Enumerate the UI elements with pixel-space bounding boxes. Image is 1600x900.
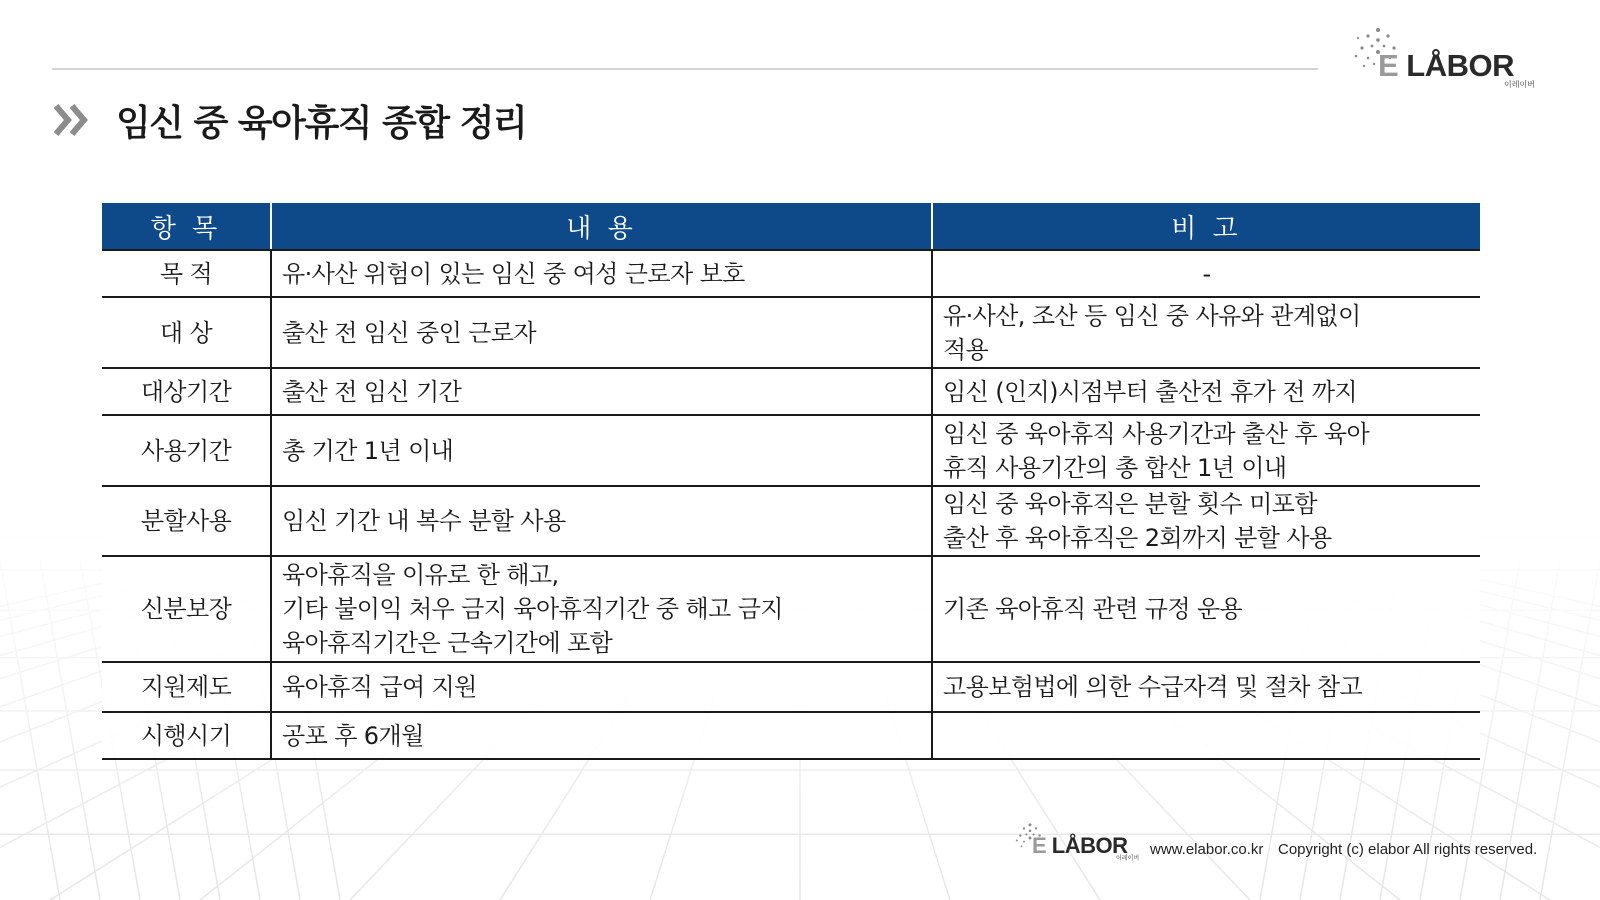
footer-copyright: Copyright (c) elabor All rights reserved. bbox=[1278, 841, 1538, 858]
row-item-cell: 분할사용 bbox=[102, 486, 271, 556]
brand-logo bbox=[1348, 22, 1548, 92]
table-row bbox=[102, 250, 1480, 297]
row-content-cell: 공포 후 6개월 bbox=[271, 712, 932, 759]
header-item: 항 목 bbox=[102, 203, 271, 250]
row-content-cell: 육아휴직 급여 지원 bbox=[271, 662, 932, 712]
row-content-cell: 출산 전 임신 중인 근로자 bbox=[271, 297, 932, 368]
double-chevron-icon bbox=[52, 102, 92, 138]
row-content-cell: 유·사산 위험이 있는 임신 중 여성 근로자 보호 bbox=[271, 250, 932, 297]
page-title: 임신 중 육아휴직 종합 정리 bbox=[116, 102, 527, 144]
row-note-cell: 기존 육아휴직 관련 규정 운용 bbox=[932, 556, 1480, 662]
table-row bbox=[102, 297, 1480, 368]
row-item-cell: 시행시기 bbox=[102, 712, 271, 759]
row-content-cell: 임신 기간 내 복수 분할 사용 bbox=[271, 486, 932, 556]
row-note-cell: 임신 중 육아휴직 사용기간과 출산 후 육아 휴직 사용기간의 총 합산 1년 이내 bbox=[932, 415, 1480, 486]
row-note-cell: 유·사산, 조산 등 임신 중 사유와 관계없이 적용 bbox=[932, 297, 1480, 368]
table-row bbox=[102, 486, 1480, 556]
footer-brand-wordmark: E LÅBOR bbox=[1032, 833, 1128, 858]
row-item-cell: 사용기간 bbox=[102, 415, 271, 486]
table-row bbox=[102, 556, 1480, 662]
header-note: 비 고 bbox=[932, 203, 1480, 250]
row-item-cell: 대상기간 bbox=[102, 368, 271, 415]
summary-table bbox=[102, 203, 1480, 760]
row-item-cell: 목 적 bbox=[102, 250, 271, 297]
footer bbox=[1012, 820, 1572, 864]
table-row bbox=[102, 662, 1480, 712]
footer-url[interactable]: www.elabor.co.kr bbox=[1150, 841, 1264, 858]
row-content-cell: 육아휴직을 이유로 한 해고, 기타 불이익 처우 금지 육아휴직기간 중 해고 금지 육아휴직기간은 근속기간에 포함 bbox=[271, 556, 932, 662]
row-note-cell: 임신 중 육아휴직은 분할 횟수 미포함 출산 후 육아휴직은 2회까지 분할 사용 bbox=[932, 486, 1480, 556]
row-item-cell: 대 상 bbox=[102, 297, 271, 368]
brand-subtitle: 이레이버 bbox=[1504, 80, 1535, 89]
row-note-cell: - bbox=[932, 250, 1480, 297]
brand-wordmark: E LÅBOR bbox=[1378, 48, 1515, 83]
table-row bbox=[102, 368, 1480, 415]
row-content-cell: 출산 전 임신 기간 bbox=[271, 368, 932, 415]
row-note-cell bbox=[932, 712, 1480, 759]
header-content: 내 용 bbox=[271, 203, 932, 250]
row-content-cell: 총 기간 1년 이내 bbox=[271, 415, 932, 486]
table-header-row bbox=[102, 203, 1480, 250]
row-item-cell: 지원제도 bbox=[102, 662, 271, 712]
row-item-cell: 신분보장 bbox=[102, 556, 271, 662]
title-block bbox=[52, 92, 526, 148]
footer-brand-subtitle: 이레이버 bbox=[1116, 855, 1140, 862]
table-row bbox=[102, 712, 1480, 759]
row-note-cell: 고용보험법에 의한 수급자격 및 절차 참고 bbox=[932, 662, 1480, 712]
row-note-cell: 임신 (인지)시점부터 출산전 휴가 전 까지 bbox=[932, 368, 1480, 415]
table-row bbox=[102, 415, 1480, 486]
header-divider bbox=[52, 68, 1318, 70]
